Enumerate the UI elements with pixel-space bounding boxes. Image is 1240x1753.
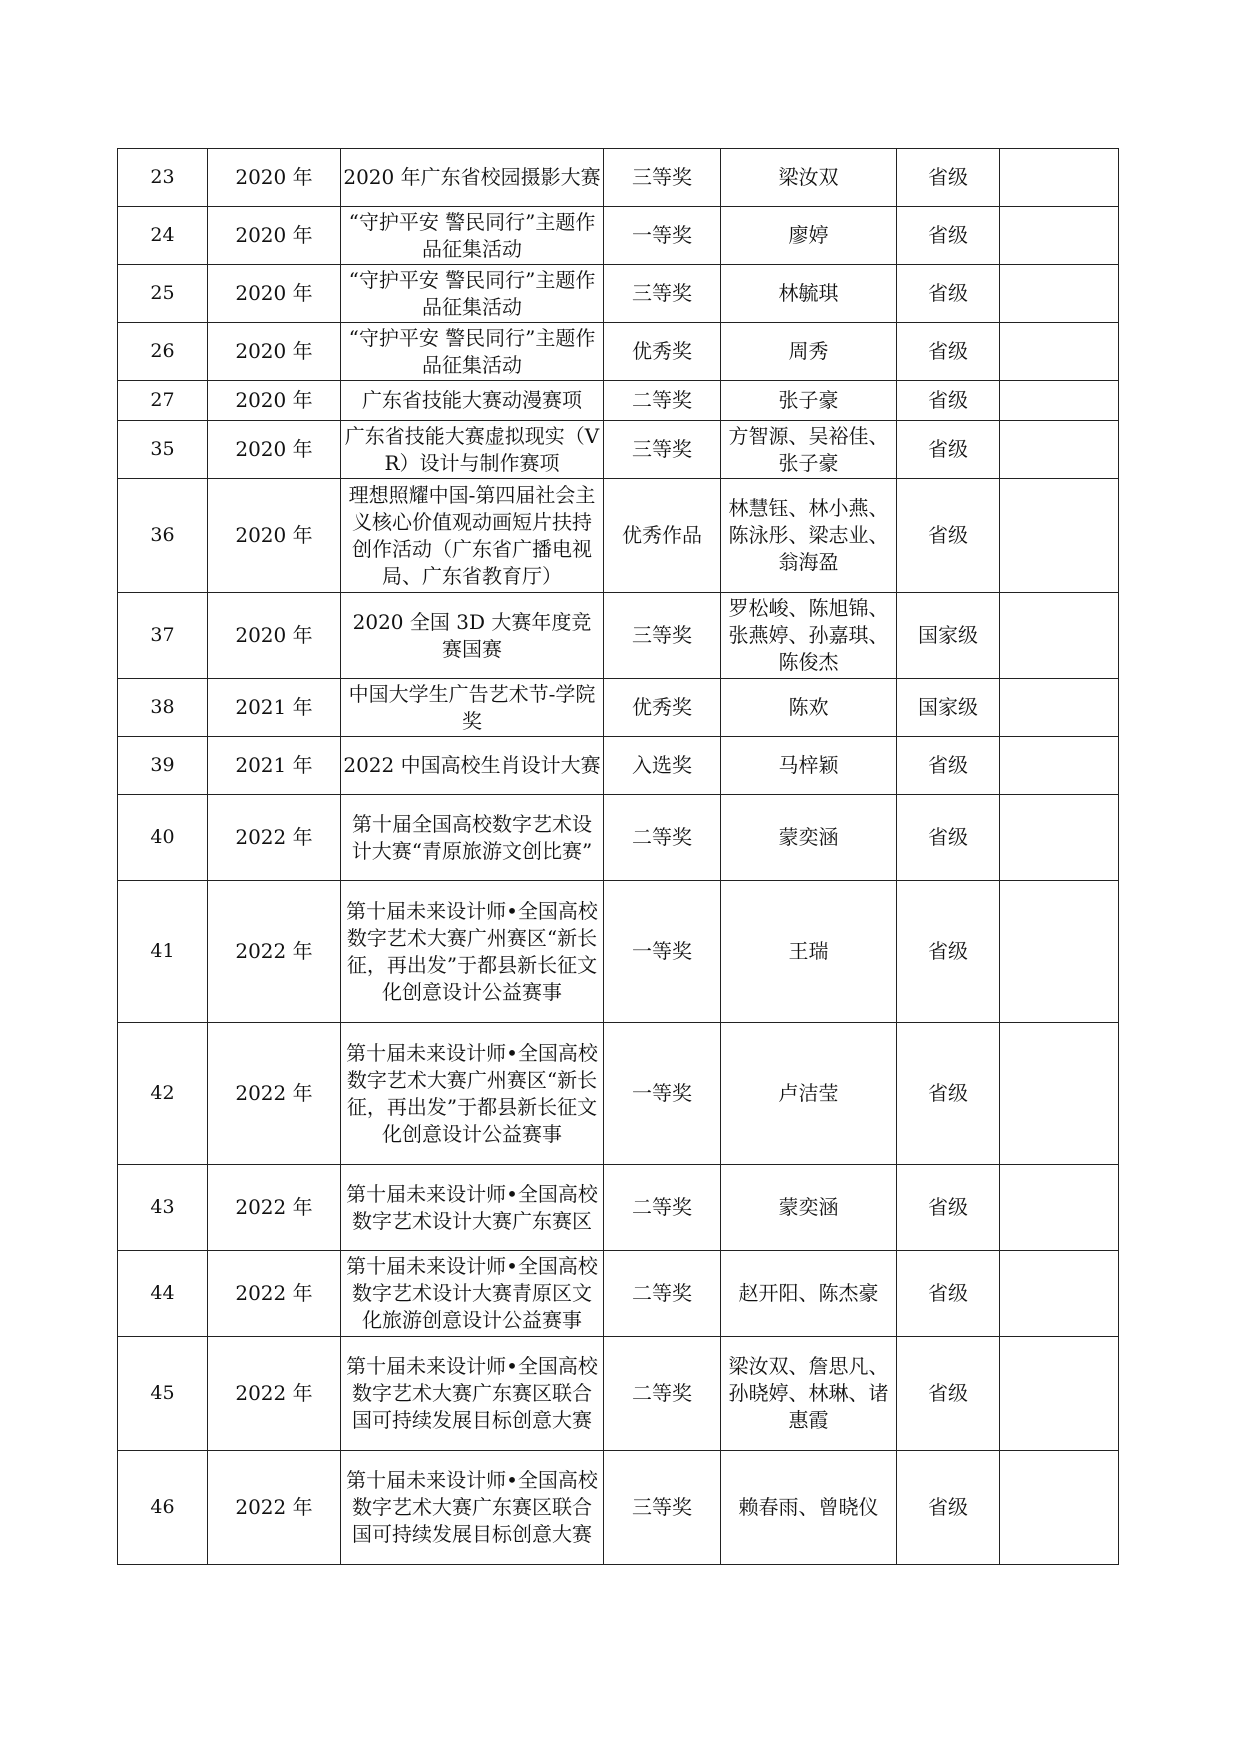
row-note [1000,479,1119,593]
row-winners: 梁汝双、詹思凡、孙晓婷、林琳、诸惠霞 [721,1337,897,1451]
row-note [1000,1451,1119,1565]
row-year: 2020 年 [208,323,341,381]
row-year: 2020 年 [208,421,341,479]
row-award: 优秀作品 [604,479,721,593]
row-note [1000,323,1119,381]
table-row [118,1023,1119,1165]
row-note [1000,149,1119,207]
row-note [1000,381,1119,421]
row-note [1000,1337,1119,1451]
row-number: 35 [118,421,208,479]
table-row [118,679,1119,737]
row-year: 2020 年 [208,381,341,421]
row-level: 省级 [897,265,1000,323]
row-award: 三等奖 [604,421,721,479]
row-number: 43 [118,1165,208,1251]
row-winners: 蒙奕涵 [721,1165,897,1251]
row-winners: 罗松峻、陈旭锦、张燕婷、孙嘉琪、陈俊杰 [721,593,897,679]
row-winners: 周秀 [721,323,897,381]
row-competition: 第十届未来设计师•全国高校数字艺术设计大赛广东赛区 [341,1165,604,1251]
row-number: 41 [118,881,208,1023]
row-year: 2022 年 [208,1023,341,1165]
row-level: 国家级 [897,593,1000,679]
table-row [118,479,1119,593]
row-level: 省级 [897,1337,1000,1451]
row-winners: 林毓琪 [721,265,897,323]
row-year: 2020 年 [208,265,341,323]
row-year: 2022 年 [208,1165,341,1251]
row-winners: 陈欢 [721,679,897,737]
row-level: 省级 [897,737,1000,795]
row-competition: 广东省技能大赛动漫赛项 [341,381,604,421]
row-year: 2022 年 [208,1251,341,1337]
table-row [118,149,1119,207]
table-row [118,421,1119,479]
row-competition: 第十届未来设计师•全国高校数字艺术大赛广州赛区“新长征，再出发”于都县新长征文化创意设计公益赛事 [341,881,604,1023]
row-competition: 第十届未来设计师•全国高校数字艺术大赛广东赛区联合国可持续发展目标创意大赛 [341,1451,604,1565]
row-year: 2020 年 [208,207,341,265]
row-note [1000,421,1119,479]
row-note [1000,593,1119,679]
row-year: 2021 年 [208,737,341,795]
row-award: 一等奖 [604,881,721,1023]
row-winners: 廖婷 [721,207,897,265]
row-year: 2020 年 [208,149,341,207]
table-row [118,381,1119,421]
row-year: 2021 年 [208,679,341,737]
row-number: 42 [118,1023,208,1165]
row-award: 二等奖 [604,1337,721,1451]
row-level: 省级 [897,881,1000,1023]
row-note [1000,1251,1119,1337]
row-award: 优秀奖 [604,323,721,381]
row-number: 37 [118,593,208,679]
row-competition: 第十届未来设计师•全国高校数字艺术大赛广州赛区“新长征，再出发”于都县新长征文化创意设计公益赛事 [341,1023,604,1165]
table-row [118,207,1119,265]
row-award: 三等奖 [604,593,721,679]
row-winners: 王瑞 [721,881,897,1023]
row-level: 省级 [897,207,1000,265]
row-level: 省级 [897,1451,1000,1565]
table-row [118,737,1119,795]
row-number: 25 [118,265,208,323]
row-level: 省级 [897,323,1000,381]
row-number: 45 [118,1337,208,1451]
row-number: 27 [118,381,208,421]
row-winners: 赖春雨、曾晓仪 [721,1451,897,1565]
table-row [118,881,1119,1023]
table-row [118,1451,1119,1565]
row-award: 一等奖 [604,1023,721,1165]
row-award: 三等奖 [604,1451,721,1565]
row-level: 省级 [897,1251,1000,1337]
row-level: 省级 [897,381,1000,421]
row-winners: 蒙奕涵 [721,795,897,881]
row-competition: 2020 全国 3D 大赛年度竞赛国赛 [341,593,604,679]
row-note [1000,207,1119,265]
row-number: 44 [118,1251,208,1337]
row-level: 省级 [897,1023,1000,1165]
row-competition: “守护平安 警民同行”主题作品征集活动 [341,323,604,381]
row-competition: “守护平安 警民同行”主题作品征集活动 [341,207,604,265]
table-row [118,1251,1119,1337]
row-winners: 卢洁莹 [721,1023,897,1165]
row-year: 2022 年 [208,795,341,881]
table-row [118,795,1119,881]
row-award: 二等奖 [604,1165,721,1251]
row-award: 入选奖 [604,737,721,795]
row-award: 三等奖 [604,265,721,323]
row-competition: 2022 中国高校生肖设计大赛 [341,737,604,795]
row-number: 39 [118,737,208,795]
table-row [118,593,1119,679]
row-year: 2022 年 [208,1337,341,1451]
row-note [1000,881,1119,1023]
row-competition: 第十届全国高校数字艺术设计大赛“青原旅游文创比赛” [341,795,604,881]
row-level: 省级 [897,795,1000,881]
row-winners: 梁汝双 [721,149,897,207]
row-competition: 中国大学生广告艺术节-学院奖 [341,679,604,737]
row-note [1000,1165,1119,1251]
row-number: 36 [118,479,208,593]
row-winners: 方智源、吴裕佳、张子豪 [721,421,897,479]
table-row [118,265,1119,323]
table-row [118,1337,1119,1451]
row-note [1000,795,1119,881]
row-award: 二等奖 [604,381,721,421]
row-award: 优秀奖 [604,679,721,737]
row-number: 38 [118,679,208,737]
row-level: 省级 [897,421,1000,479]
row-note [1000,679,1119,737]
row-competition: 广东省技能大赛虚拟现实（VR）设计与制作赛项 [341,421,604,479]
row-number: 46 [118,1451,208,1565]
row-award: 一等奖 [604,207,721,265]
row-competition: “守护平安 警民同行”主题作品征集活动 [341,265,604,323]
row-number: 24 [118,207,208,265]
row-competition: 2020 年广东省校园摄影大赛 [341,149,604,207]
row-winners: 赵开阳、陈杰豪 [721,1251,897,1337]
row-number: 23 [118,149,208,207]
row-level: 省级 [897,149,1000,207]
row-competition: 第十届未来设计师•全国高校数字艺术设计大赛青原区文化旅游创意设计公益赛事 [341,1251,604,1337]
row-competition: 理想照耀中国-第四届社会主义核心价值观动画短片扶持创作活动（广东省广播电视局、广东省教育厅） [341,479,604,593]
table-row [118,323,1119,381]
row-award: 二等奖 [604,1251,721,1337]
row-note [1000,1023,1119,1165]
row-level: 省级 [897,479,1000,593]
row-number: 26 [118,323,208,381]
row-level: 国家级 [897,679,1000,737]
table-row [118,1165,1119,1251]
awards-table [117,148,1119,1565]
row-year: 2020 年 [208,479,341,593]
awards-table-body [118,149,1119,1565]
row-winners: 张子豪 [721,381,897,421]
row-note [1000,737,1119,795]
row-competition: 第十届未来设计师•全国高校数字艺术大赛广东赛区联合国可持续发展目标创意大赛 [341,1337,604,1451]
row-award: 三等奖 [604,149,721,207]
row-year: 2020 年 [208,593,341,679]
row-number: 40 [118,795,208,881]
row-note [1000,265,1119,323]
row-year: 2022 年 [208,881,341,1023]
row-award: 二等奖 [604,795,721,881]
row-level: 省级 [897,1165,1000,1251]
row-winners: 马梓颖 [721,737,897,795]
row-year: 2022 年 [208,1451,341,1565]
row-winners: 林慧钰、林小燕、陈泳彤、梁志业、翁海盈 [721,479,897,593]
